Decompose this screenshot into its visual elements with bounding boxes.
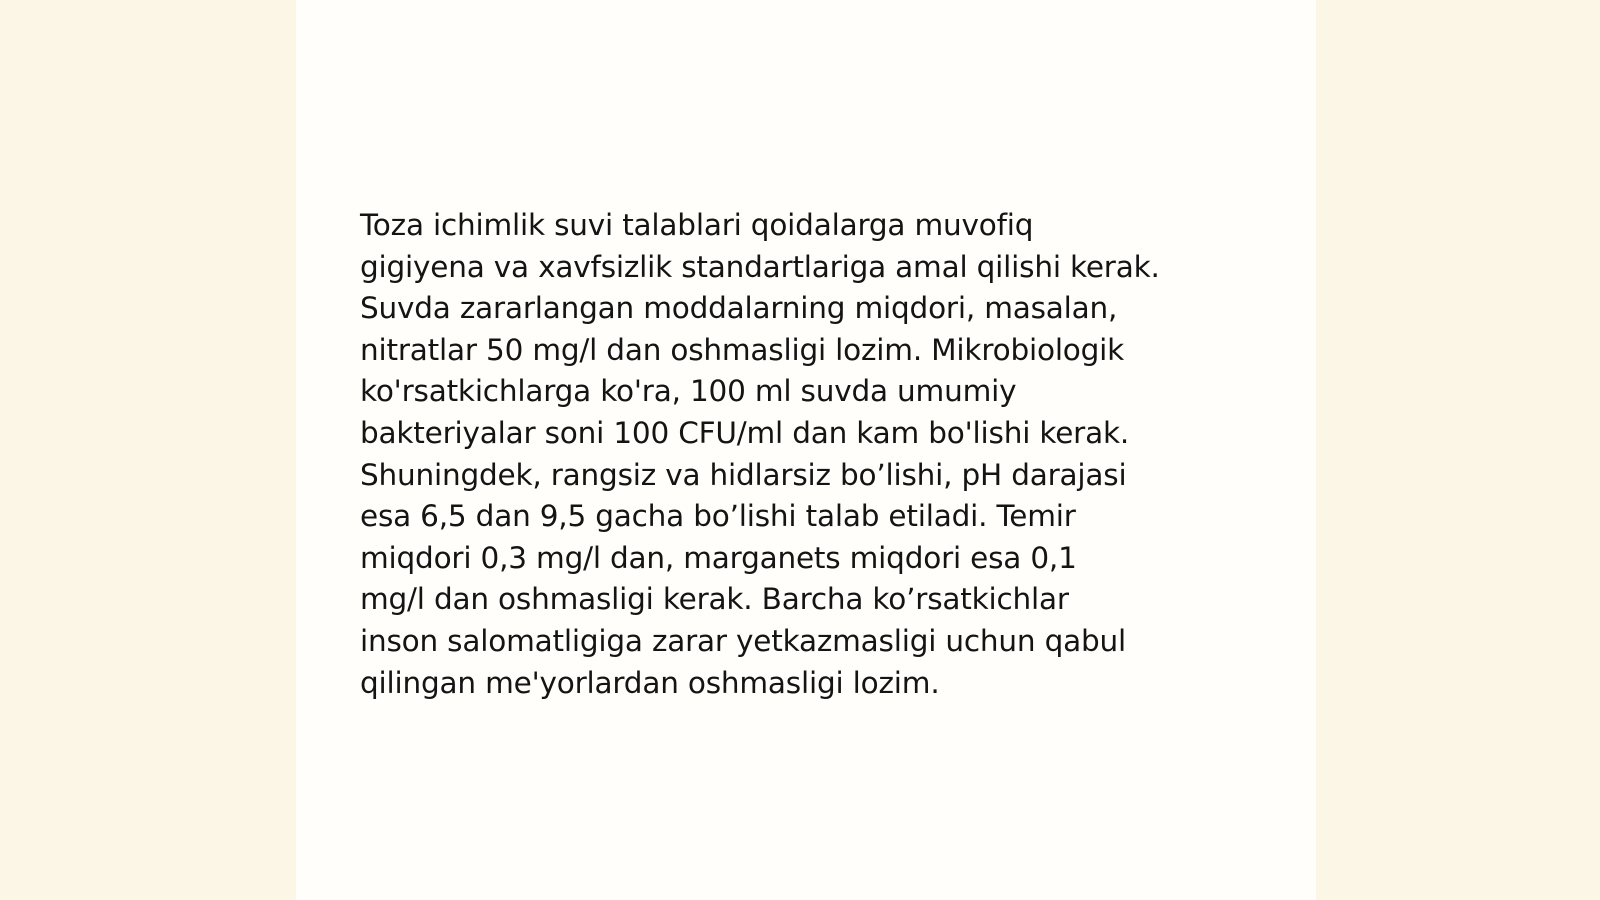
- left-margin: [0, 0, 296, 900]
- body-paragraph: Toza ichimlik suvi talablari qoidalarga muvofiq gigiyena va xavfsizlik standartlariga amal qilishi kerak. Suvda zararlangan moddalarning miqdori, masalan, nitratlar 50 mg/l dan oshmasligi lozim. Mikrobiologik ko'rsatkichlarga ko'ra, 100 ml suvda umumiy bakteriyalar soni 100 CFU/ml dan kam bo'lishi kerak. Shuningdek, rangsiz va hidlarsiz bo’lishi, pH darajasi esa 6,5 dan 9,5 gacha bo’lishi talab etiladi. Temir miqdori 0,3 mg/l dan, marganets miqdori esa 0,1 mg/l dan oshmasligi kerak. Barcha ko’rsatkichlar inson salomatligiga zarar yetkazmasligi uchun qabul qilingan me'yorlardan oshmasligi lozim.: [360, 208, 1160, 700]
- right-margin: [1316, 0, 1600, 900]
